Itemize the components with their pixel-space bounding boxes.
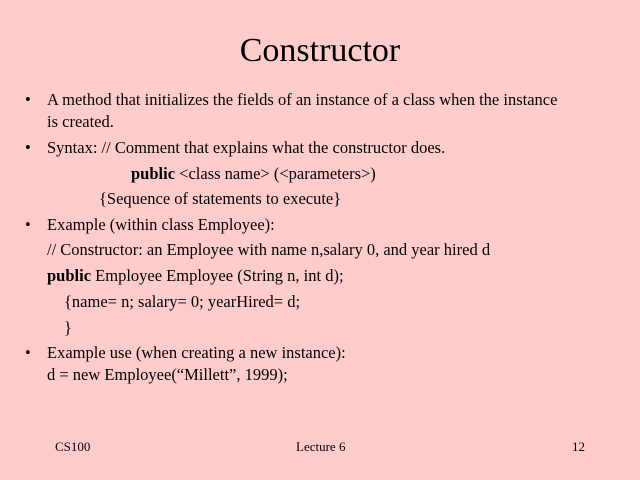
example-close-brace: } [64,318,72,337]
syntax-signature [131,161,376,186]
syntax-rest: <class name> (<parameters>) [175,164,376,183]
bullet-4-line-2: d = new Employee(“Millett”, 1999); [47,365,288,384]
syntax-body: {Sequence of statements to execute} [99,189,342,208]
bullet-1-line-1: A method that initializes the fields of an instance of a class when the instance [47,90,558,109]
footer-course: CS100 [55,439,91,454]
footer-page-number: 12 [572,439,585,454]
bullet-marker: • [25,138,31,157]
footer-lecture: Lecture 6 [296,439,346,454]
syntax-keyword: public [131,164,176,183]
bullet-marker: • [25,343,31,362]
bullet-marker: • [25,90,31,109]
decl-rest: Employee Employee (String n, int d); [91,266,344,285]
example-declaration [47,263,344,288]
bullet-1-line-2: is created. [47,112,114,131]
example-body: {name= n; salary= 0; yearHired= d; [64,292,301,311]
bullet-4-line-1: Example use (when creating a new instance): [47,343,346,362]
bullet-marker: • [25,215,31,234]
bullet-3-line-1: Example (within class Employee): [47,215,275,234]
example-comment: // Constructor: an Employee with name n,salary 0, and year hired d [47,240,491,259]
slide-title: Constructor [239,32,401,69]
bullet-2-line-1: Syntax: // Comment that explains what the constructor does. [47,138,446,157]
decl-keyword: public [47,266,92,285]
